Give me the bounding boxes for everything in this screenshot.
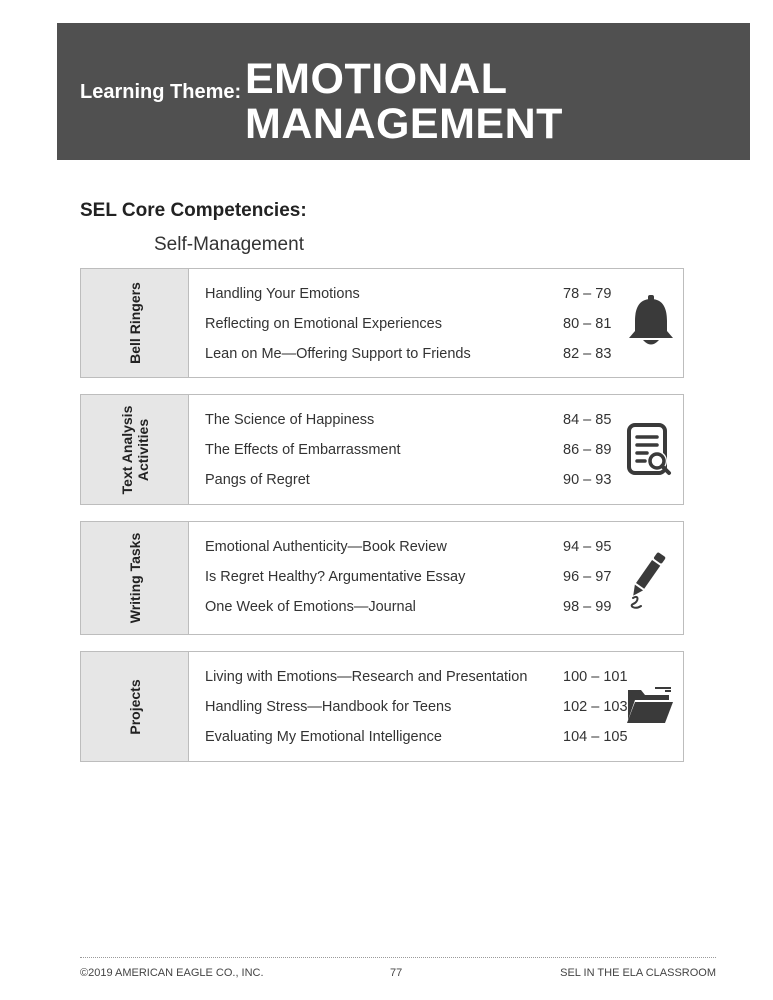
section-side-panel [81,522,189,634]
section-text-analysis [80,394,684,505]
theme-label: Learning Theme: [80,81,242,103]
section-label: Writing Tasks [126,532,143,624]
folder-icon [625,686,675,726]
page-range: 104 – 105 [563,729,628,745]
list-item [205,316,625,336]
section-writing-tasks [80,521,684,635]
list-item [205,729,628,749]
page-range: 100 – 101 [563,669,628,685]
document-search-icon [625,422,675,480]
section-label: Projects [126,678,143,735]
page-number: 77 [390,967,403,979]
list-item [205,569,625,589]
section-label: Text Analysis Activities [118,405,151,494]
activity-name: The Science of Happiness [205,412,375,428]
page-range: 78 – 79 [563,286,612,302]
page-range: 80 – 81 [563,316,612,332]
page-range: 94 – 95 [563,539,612,555]
list-item [205,346,625,366]
page-range: 98 – 99 [563,599,612,615]
footer-divider [80,957,716,958]
list-item [205,599,625,619]
list-item [205,539,625,559]
list-item [205,442,625,462]
page-range: 102 – 103 [563,699,628,715]
activity-name: Reflecting on Emotional Experiences [205,316,442,332]
list-item [205,472,625,492]
list-item [205,412,625,432]
activity-name: Evaluating My Emotional Intelligence [205,729,442,745]
footer-copyright: ©2019 AMERICAN EAGLE CO., INC. [80,967,264,979]
section-projects [80,651,684,762]
page-range: 84 – 85 [563,412,612,428]
section-side-panel [81,652,189,761]
header-banner [57,23,750,160]
page-range: 86 – 89 [563,442,612,458]
page-range: 82 – 83 [563,346,612,362]
bell-icon [625,293,677,349]
page-range: 90 – 93 [563,472,612,488]
activity-name: Living with Emotions—Research and Presentation [205,669,528,685]
activity-name: Handling Your Emotions [205,286,360,302]
list-item [205,699,628,719]
list-item [205,286,625,306]
pencil-icon [625,548,669,612]
activity-name: Emotional Authenticity—Book Review [205,539,447,555]
competency-item: Self-Management [154,234,304,255]
activity-name: One Week of Emotions—Journal [205,599,416,615]
activity-name: Pangs of Regret [205,472,310,488]
page-range: 96 – 97 [563,569,612,585]
footer-book-title: SEL IN THE ELA CLASSROOM [560,967,716,979]
title-line-1: EMOTIONAL [245,55,508,103]
activity-name: The Effects of Embarrassment [205,442,401,458]
section-label: Bell Ringers [126,282,143,364]
competencies-heading: SEL Core Competencies: [80,200,307,221]
list-item [205,669,628,689]
title-line-2: MANAGEMENT [245,100,563,148]
section-side-panel [81,269,189,377]
section-bell-ringers [80,268,684,378]
section-side-panel [81,395,189,504]
activity-name: Handling Stress—Handbook for Teens [205,699,452,715]
activity-name: Lean on Me—Offering Support to Friends [205,346,471,362]
activity-name: Is Regret Healthy? Argumentative Essay [205,569,466,585]
page-title [245,57,563,147]
